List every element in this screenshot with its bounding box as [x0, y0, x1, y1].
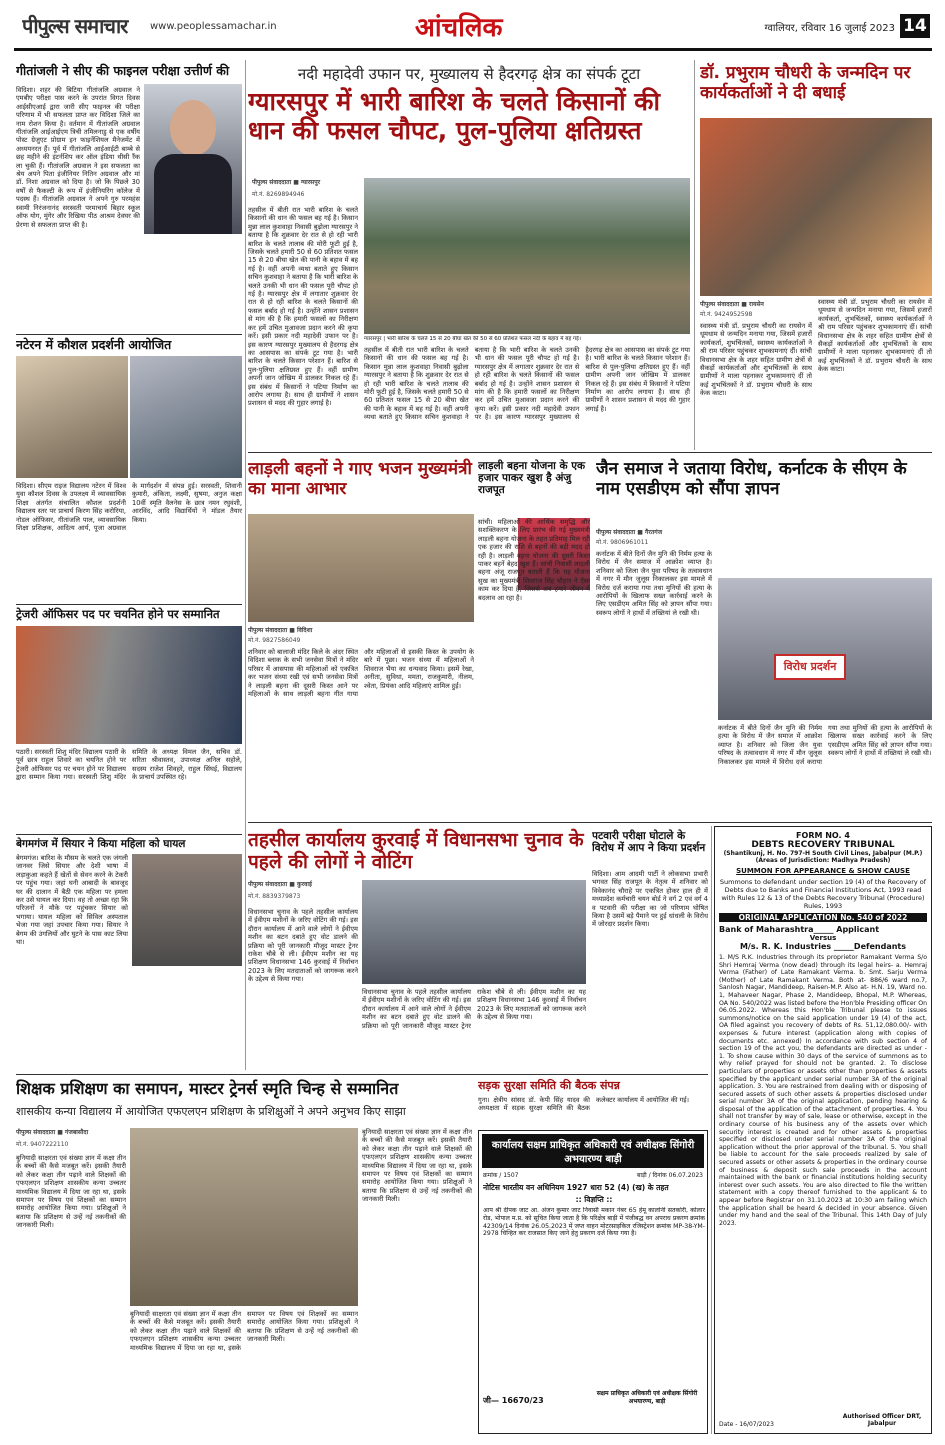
drt-defendants: M/s. R. K. Industries _____Defendants	[739, 942, 907, 951]
patwari-body: विदिशा। आम आदमी पार्टी ने लोकसभा प्रभारी भगवत सिंह राजपूत के नेतृत्व में शनिवार को विवेकानंद चौराहे पर एकत्रित होकर हाल ही में मध्यप्रदेश कर्मचारी चयन बोर्ड ने वर्ग 2 एवं वर्ग 4 व पटवारी की परीक्षा का जो परिणाम घोषित किया है उसमें बड़े पैमाने पर हुई धांधली के विरोध में जोरदार प्रदर्शन किया।	[592, 870, 708, 929]
begumganj-headline: बेगमगंज में सियार ने किया महिला को घायल	[16, 838, 186, 850]
shikshak-body-col3: बुनियादी साक्षरता एवं संख्या ज्ञान में कक्षा तीन के बच्चों की कैसे मजबूत करें। इसकी तैयारी को लेकर कक्षा तीन पढ़ाने वाले शिक्षकों की एफएलएन प्रशिक्षण शासकीय कन्या उच्चतर माध्यमिक विद्यालय में दिया जा रहा था, इसके समापन पर विषय एवं शिक्षकों का सम्मान समारोह आयोजित किया गया। प्रशिक्षुओं ने बताया कि प्रशिक्षण से उन्हें नई तकनीकों की जानकारी मिली।	[362, 1128, 472, 1204]
tehsil-photo	[362, 880, 586, 984]
notice-tag: :: विज्ञप्ति ::	[575, 1195, 613, 1204]
patwari-story	[592, 826, 708, 1070]
notice-sub: नोटिस भारतीय वन अधिनियम 1927 धारा 52 (4) (ख) के तहत	[483, 1183, 669, 1192]
sadak-headline: सड़क सुरक्षा समिति की बैठक संपन्न	[478, 1079, 620, 1092]
ladli-body: शनिवार को बालाजी मंदिर किले के अंदर स्थित विदिशा ब्लाक के सभी जनसेवा मित्रों ने मंदिर परिसर में आसपास की महिलाओं को एकत्रित कर भजन संध्या रखी एवं सभी जनसेवा मित्रों ने लाड़ली बहना की दूसरी किस्त आने पर महिलाओं के साथ लाड़ली बहना गीत गाया और महिलाओं से इसकी किस्त के उपयोग के बारे में पूछा। भजन संध्या में महिलाओं ने शिवराज भैया का धन्यवाद किया। इसमें रेखा, अनीता, सुविधा, ममता, राजकुमारी, नीलम, श्वेता, प्रियंका आदि महिलाएं शामिल हुईं।	[248, 648, 474, 699]
drt-summons-text: Summons to defendant under section 19 (4) of the Recovery of Debts due to Banks and Financial Institutions Act, 1993 read with Rules 12 & 13 of the Debts Recovery Tribunal (Procedure) Rules, 1993	[719, 878, 927, 910]
page-number: 14	[900, 14, 930, 38]
ladli-story	[248, 456, 474, 818]
lead-caption: ग्यारसपुर | भारी बारिश के चलते 15 से 20 बीघा खेत की 50 से 60 प्रतिशत फसल नदी के बहाव में बह गई।	[364, 336, 581, 342]
drt-date: Date - 16/07/2023	[719, 1421, 774, 1428]
drt-applicant: Bank of Maharashtra_____ Applicant	[719, 925, 880, 934]
treasury-photo	[16, 626, 242, 744]
drt-title: DEBTS RECOVERY TRIBUNAL	[751, 840, 895, 850]
dr-photo	[700, 118, 932, 296]
jain-photo	[718, 578, 932, 720]
gitanjali-photo	[144, 84, 242, 234]
treasury-body: पठारी। सरस्वती शिशु मंदिर विद्यालय पठारी के पूर्व छात्र राहुल शिवारे का चयनित होने पर ट्रेजरी ऑफिसर पद पर चयन होने पर विद्यालय द्वारा सम्मान किया गया। सरस्वती शिशु मंदिर समिति के अध्यक्ष विमल जैन, सचिव डॉ. सरिता श्रीवास्तव, उपाध्यक्ष अनिल सहोले, सदस्य राजेश शिवहरे, राहुल सिंघई, विद्यालय के प्राचार्य उपस्थित रहे।	[16, 748, 242, 782]
lead-flood-photo	[364, 178, 690, 334]
jain-byline: पीपुल्स संवाददाता ■ गैरतगंज	[596, 529, 663, 536]
begumganj-story	[16, 834, 242, 1066]
notice-body: आप श्री दीपक जाट आ. अंजन कुमार जाट निवासी मकान नंबर 65 हेमू कालोनी सतकोरी, कोलार रोड, भोपाल म.प्र. को सूचित किया जाता है कि परिक्षेत्र बाड़ी में पंजीबद्ध वन अपराध प्रकरण क्रमांक 42309/14 दिनांक 26.05.2023 में जप्त वाहन मोटरसाइकिल रजिस्ट्रेशन क्रमांक MP-38-YM-2978 चिन्हित कर राजसात किए जाने हेतु प्रकरण दर्ज किया गया है।	[483, 1207, 705, 1238]
lead-phone: मो.नं. 8269894946	[252, 191, 305, 198]
jain-headline: जैन समाज ने जताया विरोध, कर्नाटक के सीएम के नाम एसडीएम को सौंपा ज्ञापन	[596, 459, 907, 499]
notice-ref: क्रमांक / 1507	[483, 1172, 519, 1179]
shikshak-story	[16, 1078, 472, 1434]
jain-body-col1: कर्नाटक में बीते दिनों जैन मुनि की निर्मम हत्या के विरोध में जैन समाज में आक्रोश व्याप्त है। शनिवार को जिला जैन युवा परिषद के तत्वावधान में नगर में मौन जुलूस निकालकर इस मामले में विरोध दर्ज कराया गया तथा मुनियों की हत्या के आरोपियों के खिलाफ सख्त कार्रवाई करने के लिए एसडीएम अमित सिंह को ज्ञापन सौंपा गया। स्वरूप लोगों ने हाथों में तख्तियां ले रखी थी।	[596, 550, 712, 617]
treasury-story	[16, 604, 242, 832]
shikshak-byline: पीपुल्स संवाददाता ■ गंजबासौदा	[16, 1129, 89, 1136]
shikshak-body-col1: बुनियादी साक्षरता एवं संख्या ज्ञान में कक्षा तीन के बच्चों की कैसे मजबूत करें। इसकी तैयारी को लेकर कक्षा तीन पढ़ाने वाले शिक्षकों की एफएलएन प्रशिक्षण शासकीय कन्या उच्चतर माध्यमिक विद्यालय में दिया जा रहा था, इसके समापन पर विषय एवं शिक्षकों का सम्मान समारोह आयोजित किया गया। प्रशिक्षुओं ने बताया कि प्रशिक्षण से उन्हें नई तकनीकों की जानकारी मिली।	[16, 1154, 126, 1230]
lead-headline: ग्यारसपुर में भारी बारिश के चलते किसानों की धान की फसल चौपट, पुल-पुलिया क्षतिग्रस्त	[248, 87, 660, 145]
notice-code: जी— 16670/23	[483, 1396, 544, 1405]
lead-byline: पीपुल्स संवाददाता ■ ग्यारसपुर	[252, 179, 321, 186]
notice-title: कार्यालय सक्षम प्राधिकृत अधिकारी एवं अधीक्षक सिंगोरी अभयारण्य बाड़ी	[482, 1134, 704, 1168]
shikshak-body-col2: बुनियादी साक्षरता एवं संख्या ज्ञान में कक्षा तीन के बच्चों की कैसे मजबूत करें। इसकी तैयारी को लेकर कक्षा तीन पढ़ाने वाले शिक्षकों की एफएलएन प्रशिक्षण शासकीय कन्या उच्चतर माध्यमिक विद्यालय में दिया जा रहा था, इसके समापन पर विषय एवं शिक्षकों का सम्मान समारोह आयोजित किया गया। प्रशिक्षुओं ने बताया कि प्रशिक्षण से उन्हें नई तकनीकों की जानकारी मिली।	[130, 1310, 358, 1352]
forest-notice	[478, 1130, 708, 1434]
tehsil-headline: तहसील कार्यालय कुरवाई में विधानसभा चुनाव के पहले की लोगों ने वोटिंग	[248, 829, 584, 873]
drt-versus: Versus	[809, 934, 837, 942]
dr-story	[700, 60, 932, 448]
ladli-headline: लाड़ली बहनों ने गाए भजन मुख्यमंत्री का माना आभार	[248, 459, 472, 499]
ladli-phone: मो.नं. 9827586049	[248, 637, 301, 644]
drt-form: FORM NO. 4	[796, 831, 850, 840]
ladli-photo	[248, 514, 474, 622]
jain-banner: विरोध प्रदर्शन	[774, 654, 846, 680]
sadak-story	[478, 1078, 708, 1128]
drt-address: (Shantikunj, H. No. 797-H South Civil Lines, Jabalpur (M.P.)	[723, 850, 923, 857]
brand-logo: पीपुल्स समाचार	[22, 14, 128, 38]
anju-body: सांची। महिलाओं की आर्थिक समृद्धि और सशक्तिकरण के लिए प्रारंभ की गई मुख्यमंत्री लाड़ली बहना योजना के तहत प्रतिमाह मिल रही एक हजार की राशि से बहनों की बड़ी मदद हो रही है। लाड़ली बहना योजना की दूसरी किस्त पाकर बहनें बेहद खुश हैं। सांची निवासी लाड़ली बहना अंजू राजपूत बताती हैं कि यह योजना सुख का मुख्यमंत्री शिवराज सिंह चौहान ने ऐसा काम कर दिया है, जिससे अब हमारे जीवन में बदलाव आ रहा है।	[478, 518, 590, 602]
lead-kicker: नदी महादेवी उफान पर, मुख्यालय से हैदरगढ़ क्षेत्र का संपर्क टूटा	[297, 65, 641, 83]
jain-phone: मो.नं. 9806961011	[596, 539, 649, 546]
drt-area: (Areas of Jurisdiction: Madhya Pradesh)	[755, 857, 891, 864]
natran-photo-1	[16, 356, 128, 478]
tehsil-phone: मो.नं. 8839379873	[248, 893, 301, 900]
ladli-byline: पीपुल्स संवाददाता ■ विदिशा	[248, 627, 313, 634]
lead-body-col2: तहसील में बीती रात भारी बारिश के चलते किसानों की धान की फसल बह गई है। किसान मुन्ना लाल कुशवाहा निवासी बुढ़ोला ग्यारसपुर ने बताया है कि शुक्रवार देर रात से हो रही भारी बारिश के चलते तालाब की मोरी फूटी हुई है, जिसके चलते हमारी 50 से 60 प्रतिशत फसल 15 से 20 बीघा खेत की पानी के बहाव में बह गई है। वहीं अपनी व्यथा बताते हुए किसान सचिन कुशवाहा ने बताया है कि भारी बारिश के चलते उनकी भी धान की फसल पूरी चौपट हो गई है। ग्यारसपुर क्षेत्र में लगातार शुक्रवार देर रात से हो रही बारिश के चलते किसानों की फसल बर्बाद हो गई है। उन्होंने शासन प्रशासन से मांग की है कि हमारी फसलों का निरीक्षण कर हमें उचित मुआवजा प्रदान करने की कृपा करें। इसी प्रकार नदी महादेवी उफान पर है। इस कारण ग्यारसपुर मुख्यालय से हैदरगढ़ क्षेत्र का आसपास का संपर्क टूट गया है। भारी बारिश के चलते किसान परेशान हैं। बारिश से पुल-पुलिया क्षतिग्रस्त हुए हैं। वहीं ग्रामीण अपनी जान जोखिम में डालकर निकल रहे हैं। इस संबंध में किसानों ने पटिया निर्माण का आरोप लगाया है। साथ ही ग्रामीणों ने शासन प्रशासन से मदद की गुहार लगाई है।	[364, 346, 690, 422]
anju-story	[478, 456, 590, 818]
anju-headline: लाड़ली बहना योजना के एक हजार पाकर खुश है अंजु राजपूत	[478, 460, 586, 497]
natran-headline: नटेरन में कौशल प्रदर्शनी आयोजित	[16, 337, 172, 352]
site-url[interactable]: www.peoplessamachar.in	[150, 21, 277, 32]
gitanjali-body: विदिशा। शहर की बिटिया गीतांजलि अग्रवाल ने एमबीए परीक्षा पास करने के उपरांत विगत दिवस आईसीएआई द्वारा जारी सीए फाइनल की परीक्षा परिणाम में भी सफलता प्राप्त कर विदिशा जिले का नाम रोशन किया है। वर्तमान में गीतांजलि अग्रवाल गीतांजलि आईआईएम त्रिची तमिलनाडु से एक वर्षीय पोस्ट ग्रेजुएट प्रोग्राम इन फाइनेंशियल मैनेजमेंट में अध्ययनरत हैं। पूर्व में गीतांजलि आईआईटी बाम्बे से छह महीने की इंटर्नशिप कर ऑल इंडिया थीसी रैंक ला चुकी हैं। गीतांजलि अग्रवाल ने इस सफलता का श्रेय अपने पिता इंजीनियर नितिन अग्रवाल और मां डॉ. निशा अग्रवाल को दिया है। जो कि पिछले 30 वर्षों से फैकल्टी के रूप में इंजीनियरिंग कॉलेज में पदस्थ हैं। गीतांजलि अग्रवाल ने अपने गुरु परमहंस स्वामी निरंजनानंद सरस्वती परमाचार्य बिहार स्कूल ऑफ योग, मुंगेर और रिखिया पीठ आश्रम देवघर की प्रेरणा से सफलता प्राप्त की है।	[16, 86, 140, 229]
tehsil-byline: पीपुल्स संवाददाता ■ कुरवाई	[248, 881, 312, 888]
patwari-headline: पटवारी परीक्षा घोटाले के विरोध में आप ने किया प्रदर्शन	[592, 830, 706, 855]
drt-summon: SUMMON FOR APPEARANCE & SHOW CAUSE	[736, 867, 910, 875]
shikshak-photo	[130, 1128, 358, 1306]
notice-sign: सक्षम प्राधिकृत अधिकारी एवं अधीक्षक सिंगोरी अभयारण्य, बाड़ी	[596, 1390, 698, 1405]
shikshak-phone: मो.नं. 9407222110	[16, 1141, 69, 1148]
treasury-headline: ट्रेजरी ऑफिसर पद पर चयनित होने पर सम्मानित	[16, 607, 220, 621]
shikshak-headline: शिक्षक प्रशिक्षण का समापन, मास्टर ट्रेनर्स स्मृति चिन्ह से सम्मानित	[16, 1079, 399, 1098]
tehsil-body: विधानसभा चुनाव के पहले तहसील कार्यालय में ईवीएम मशीनों के जरिए वोटिंग की गई। इस दौरान कार्यालय में आने वाले लोगों ने ईवीएम मशीन का बटन दबाते हुए वोट डालने की प्रक्रिया को पूरी जानकारी मौजूद मास्टर ट्रेनर राकेश चौबे से ली। ईवीएम मशीन का यह प्रशिक्षण विधानसभा 146 कुरवाई में निर्वाचन 2023 के लिए मतदाताओं को जागरूक करने के उद्देश्य से किया गया।	[248, 908, 358, 984]
jain-body-col2: कर्नाटक में बीते दिनों जैन मुनि की निर्मम हत्या के विरोध में जैन समाज में आक्रोश व्याप्त है। शनिवार को जिला जैन युवा परिषद के तत्वावधान में नगर में मौन जुलूस निकालकर इस मामले में विरोध दर्ज कराया गया तथा मुनियों की हत्या के आरोपियों के खिलाफ सख्त कार्रवाई करने के लिए एसडीएम अमित सिंह को ज्ञापन सौंपा गया। स्वरूप लोगों ने हाथों में तख्तियां ले रखी थी।	[718, 724, 932, 766]
section-title: आंचलिक	[415, 13, 503, 42]
masthead	[0, 0, 945, 60]
tehsil-body-col2: विधानसभा चुनाव के पहले तहसील कार्यालय में ईवीएम मशीनों के जरिए वोटिंग की गई। इस दौरान कार्यालय में आने वाले लोगों ने ईवीएम मशीन का बटन दबाते हुए वोट डालने की प्रक्रिया को पूरी जानकारी मौजूद मास्टर ट्रेनर राकेश चौबे से ली। ईवीएम मशीन का यह प्रशिक्षण विधानसभा 146 कुरवाई में निर्वाचन 2023 के लिए मतदाताओं को जागरूक करने के उद्देश्य से किया गया।	[362, 988, 586, 1030]
edition-date: ग्वालियर, रविवार 16 जुलाई 2023	[764, 23, 895, 34]
natran-photo-2	[130, 356, 242, 478]
begumganj-body: बेगमगंज। बारिश के मौसम के चलते एक जंगली जानवर जिसे सियार और देशी भाषा में लड़ाकुआ कहते हैं खेतों से सेवन करने के टेकरी पर पहुंच गया। जहां घनी आबादी के बावजूद घर की दालान में बैठी एक महिला पर हमला कर उसे घायल कर दिया। वह तो अच्छा रहा कि परिजनों ने मौके पर पहुंचकर सियार को भगाया। घायल महिला को सिविल अस्पताल भेजा गया जहां उपचार किया गया। सियार ने बेगम की उंगलियों और घुटने के पास काट लिया था।	[16, 854, 128, 947]
jain-story	[596, 456, 932, 818]
dr-body-col1: स्वास्थ्य मंत्री डॉ. प्रभुराम चौधरी का रायसेन में धूमधाम से जन्मदिन मनाया गया, जिसमें हजारों कार्यकर्ता, शुभचिंतकों, स्वास्थ्य कार्यकर्ताओं ने श्री राम परिसर पहुंचकर शुभकामनाएं दीं। सांची विधानसभा क्षेत्र के शहर सहित ग्रामीण क्षेत्रों से सैकड़ों कार्यकर्ताओं और शुभचिंतकों के साथ ग्रामीणों ने माला पहनाकर शुभकामनाएं दीं तो कई शुभचिंतकों ने डॉ. प्रभुराम चौधरी के साथ केक काटा।	[700, 322, 812, 398]
lead-story	[248, 60, 690, 448]
natran-story	[16, 334, 242, 602]
drt-oa: ORIGINAL APPLICATION No. 540 of 2022	[719, 913, 927, 922]
shikshak-kicker: शासकीय कन्या विद्यालय में आयोजित एफएलएन प्रशिक्षण के प्रशिक्षुओं ने अपने अनुभव किए साझा	[16, 1105, 406, 1119]
dr-phone: मो.नं. 9424952598	[700, 311, 753, 318]
notice-date: बाड़ी / दिनांक 06.07.2023	[636, 1172, 703, 1179]
masthead-rule	[14, 48, 932, 51]
begumganj-photo	[132, 854, 242, 966]
dr-byline: पीपुल्स संवाददाता ■ रायसेन	[700, 301, 764, 308]
drt-notice	[714, 826, 932, 1434]
gitanjali-story	[16, 60, 242, 330]
sadak-body: गुना। क्षेत्रीय सांसद डॉ. केपी सिंह यादव की अध्यक्षता में सड़क सुरक्षा समिति की बैठक कलेक्टर कार्यालय में आयोजित की गई।	[478, 1096, 690, 1113]
drt-body: 1. M/S R.K. Industries through its proprietor Ramakant Verma S/o Shri Hemraj Verma (now dead) through its legal heirs- a. Hemraj Verma (Father) of Late Ramakant Verma. b. Smt. Sarju Verma (Mother) of Late Ramakant Verma. Both at- 886/6 ward no.7, Sanlosh Nagar, Mandideep, Raisen-M.P. Also at- H.N. 19, Ward no. 1, Mahaveer Nagar, Phase 2, Mandideep, Bhopal, M.P. Whereas, OA No. 540/2022 was listed before the Hon'ble Presiding officer On 06.05.2022. Whereas this Hon'ble Tribunal please to issues summons/notice on the said application under 19 (4) of the act, OA filed against you recovery of debts of Rs. 51,12,080.00/- with expenses & future interest (application along with copies of documents etc. annexed) In accordance with sub section 4 of section 19 of the act you, the defendants are directed as under - 1. To show cause within 30 days of the service of summons as to why relief prayed for should not be granted. 2. To disclose particulars of properties or assets other than properties & assets specified by the applicant under serial number 3A of the original application. 3. You are restrained from dealing with or disposing of secured assets of such other assets & properties disclosed under serial number 3A of the original application, pending hearing & disposal of the application of the attachment of properties. 4. You shall not transfer by way of sale, lease or otherwise, except in the ordinary course of his business any of the assets over which security interest is created and for other assets & properties specified or disclosed under serial number 3A of the original application without the prior approval of the tribunal. 5. You shall be liable to account for the sale proceeds realized by sale of secured assets or other assets & properties in the ordinary course of business & deposit such sale proceeds in the account maintained with the bank or financial institutions holding security interest over such assets. You are also directed to file the written statement with a copy thereof furnished to the applicant & to appear before Registrar on 31.10.2023 at 10:30 am failing which the application shall be heard & decided in your absence. Given under my hand and the seal of the Tribunal. This 14th Day of July 2023.	[719, 954, 927, 1227]
dr-headline: डॉ. प्रभुराम चौधरी के जन्मदिन पर कार्यकर्ताओं ने दी बधाई	[700, 63, 911, 103]
gitanjali-headline: गीतांजली ने सीए की फाइनल परीक्षा उत्तीर्ण की	[16, 63, 230, 78]
lead-body-col1: तहसील में बीती रात भारी बारिश के चलते किसानों की धान की फसल बह गई है। किसान मुन्ना लाल कुशवाहा निवासी बुढ़ोला ग्यारसपुर ने बताया है कि शुक्रवार देर रात से हो रही भारी बारिश के चलते तालाब की मोरी फूटी हुई है, जिसके चलते हमारी 50 से 60 प्रतिशत फसल 15 से 20 बीघा खेत की पानी के बहाव में बह गई है। वहीं अपनी व्यथा बताते हुए किसान सचिन कुशवाहा ने बताया है कि भारी बारिश के चलते उनकी भी धान की फसल पूरी चौपट हो गई है। ग्यारसपुर क्षेत्र में लगातार शुक्रवार देर रात से हो रही बारिश के चलते किसानों की फसल बर्बाद हो गई है। उन्होंने शासन प्रशासन से मांग की है कि हमारी फसलों का निरीक्षण कर हमें उचित मुआवजा प्रदान करने की कृपा करें। इसी प्रकार नदी महादेवी उफान पर है। इस कारण ग्यारसपुर मुख्यालय से हैदरगढ़ क्षेत्र का आसपास का संपर्क टूट गया है। भारी बारिश के चलते किसान परेशान हैं। बारिश से पुल-पुलिया क्षतिग्रस्त हुए हैं। वहीं ग्रामीण अपनी जान जोखिम में डालकर निकल रहे हैं। इस संबंध में किसानों ने पटिया निर्माण का आरोप लगाया है। साथ ही ग्रामीणों ने शासन प्रशासन से मदद की गुहार लगाई है।	[248, 206, 358, 408]
dr-body-col2: स्वास्थ्य मंत्री डॉ. प्रभुराम चौधरी का रायसेन में धूमधाम से जन्मदिन मनाया गया, जिसमें हजारों कार्यकर्ता, शुभचिंतकों, स्वास्थ्य कार्यकर्ताओं ने श्री राम परिसर पहुंचकर शुभकामनाएं दीं। सांची विधानसभा क्षेत्र के शहर सहित ग्रामीण क्षेत्रों से सैकड़ों कार्यकर्ताओं और शुभचिंतकों के साथ ग्रामीणों ने माला पहनाकर शुभकामनाएं दीं तो कई शुभचिंतकों ने डॉ. प्रभुराम चौधरी के साथ केक काटा।	[818, 298, 932, 374]
drt-sign: Authorised Officer DRT, Jabalpur	[842, 1413, 922, 1427]
natran-body: विदिशा। सीएम राइज विद्यालय नटेरन में विश्व युवा कौशल दिवस के उपलक्ष्य में व्यावसायिक शिक्षा अंतर्गत संचालित कौशल प्रदर्शनी विद्यालय स्तर पर प्राचार्य किरण सिंह करोरिया, नोडल ऑफिसर, गीतांजलि पाल, व्यावसायिक शिक्षा प्रशिक्षक, आदित्य आर्य, पूजा अग्रवाल के मार्गदर्शन में संपन्न हुई। सरस्वती, शिवानी कुमारी, अंकिता, लक्ष्मी, सुषमा, अनुज कक्षा 10वीं स्मृति वैलनेस के छात्र नमन रघुवंशी, आरविंद, आदि विद्यार्थियों ने मॉडल तैयार किया।	[16, 482, 242, 533]
tehsil-story	[248, 826, 586, 1070]
